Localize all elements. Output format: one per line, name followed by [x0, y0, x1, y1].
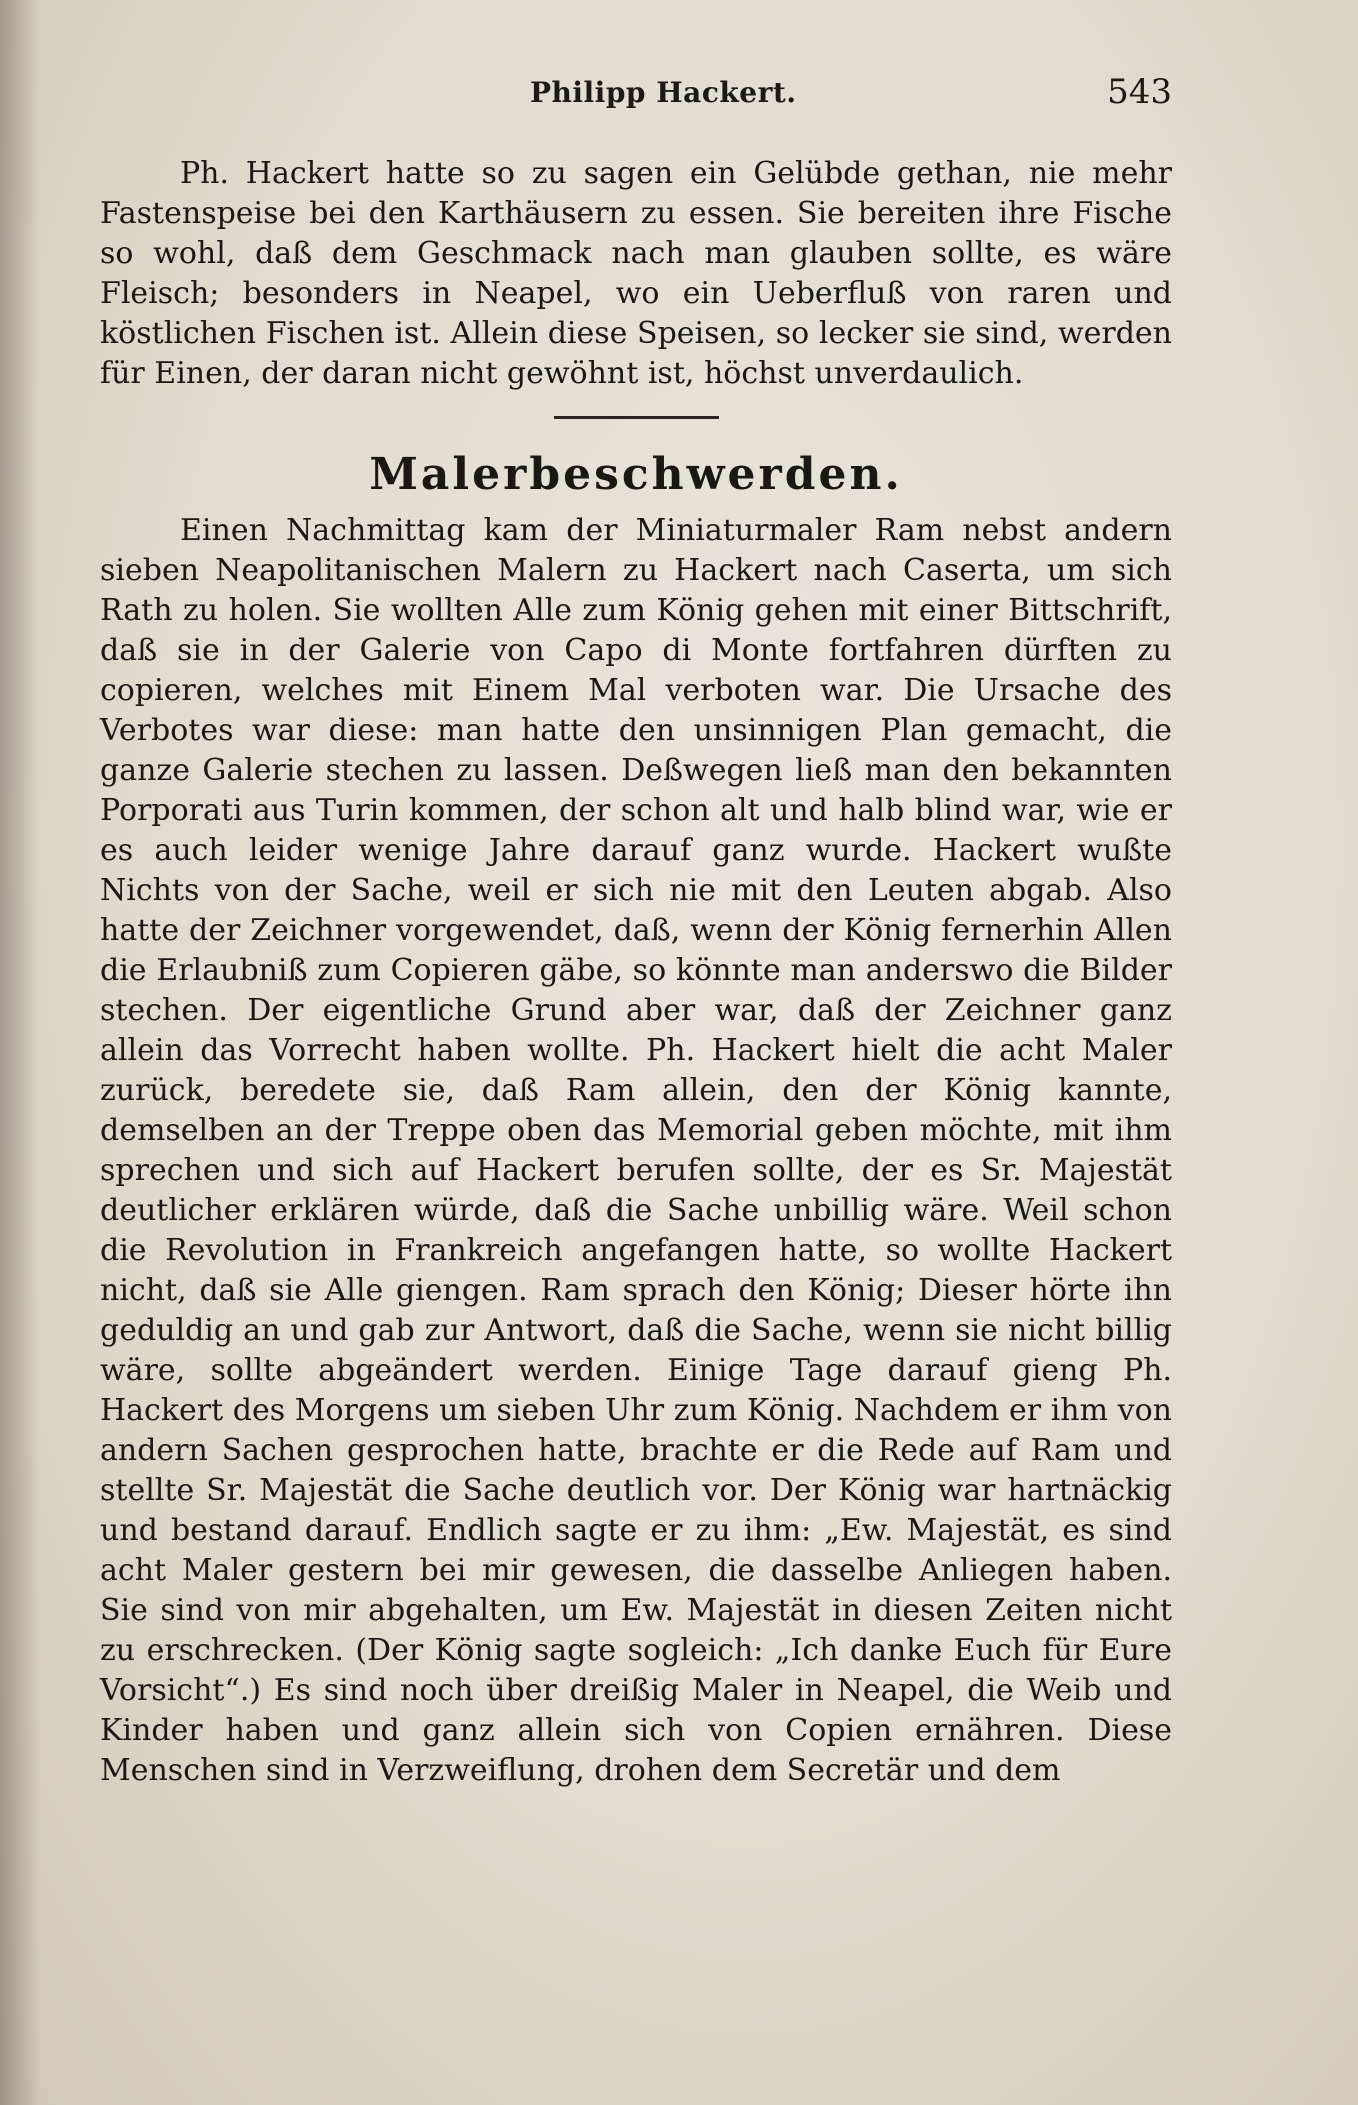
section-heading: Malerbeschwerden. [369, 449, 903, 500]
section-divider [554, 416, 719, 419]
paragraph-painters: Einen Nachmittag kam der Miniaturmaler Ram nebst andern sieben Neapolitanischen Malern zu Hackert nach Caserta, um sich Rath zu holen. Sie wollten Alle zum König gehen mit einer Bittschrift, daß sie in der Galerie von Capo di Monte fortfahren dürften zu copieren, welches mit Einem Mal verboten war. Die Ursache des Verbotes war diese: man hatte den unsinnigen Plan gemacht, die ganze Galerie stechen zu lassen. Deßwegen ließ man den bekannten Porporati aus Turin kommen, der schon alt und halb blind war, wie er es auch leider wenige Jahre darauf ganz wurde. Hackert wußte Nichts von der Sache, weil er sich nie mit den Leuten abgab. Also hatte der Zeichner vorgewendet, daß, wenn der König fernerhin Allen die Erlaubniß zum Copieren gäbe, so könnte man anderswo die Bilder stechen. Der eigentliche Grund aber war, daß der Zeichner ganz allein das Vorrecht haben wollte. Ph. Hackert hielt die acht Maler zurück, beredete sie, daß Ram allein, den der König kannte, demselben an der Treppe oben das Memorial geben möchte, mit ihm sprechen und sich auf Hackert berufen sollte, der es Sr. Majestät deutlicher erklären würde, daß die Sache unbillig wäre. Weil schon die Revolution in Frankreich angefangen hatte, so wollte Hackert nicht, daß sie Alle giengen. Ram sprach den König; Dieser hörte ihn geduldig an und gab zur Antwort, daß die Sache, wenn sie nicht billig wäre, sollte abgeändert werden. Einige Tage darauf gieng Ph. Hackert des Morgens um sieben Uhr zum König. Nachdem er ihm von andern Sachen gesprochen hatte, brachte er die Rede auf Ram und stellte Sr. Majestät die Sache deutlich vor. Der König war hartnäckig und bestand darauf. Endlich sagte er zu ihm: „Ew. Majestät, es sind acht Maler gestern bei mir gewesen, die dasselbe Anliegen haben. Sie sind von mir abgehalten, um Ew. Majestät in diesen Zeiten nicht zu erschrecken. (Der König sagte sogleich: „Ich danke Euch für Eure Vorsicht“.) Es sind noch über dreißig Maler in Neapel, die Weib und Kinder haben und ganz allein sich von Copien ernähren. Diese Menschen sind in Verzweiflung, drohen dem Secretär und dem [100, 513, 1172, 1788]
paragraph-fish: Ph. Hackert hatte so zu sagen ein Gelübde gethan, nie mehr Fastenspeise bei den Karthäusern zu essen. Sie bereiten ihre Fische so wohl, daß dem Geschmack nach man glauben sollte, es wäre Fleisch; besonders in Neapel, wo ein Ueberfluß von raren und köstlichen Fischen ist. Allein diese Speisen, so lecker sie sind, werden für Einen, der daran nicht gewöhnt ist, höchst unverdaulich. [100, 156, 1172, 391]
body-text [100, 154, 1172, 1791]
running-header [100, 70, 1172, 120]
page-gutter-shadow [0, 0, 40, 2105]
running-title: Philipp Hackert. [530, 76, 797, 109]
page-number: 543 [1107, 72, 1172, 112]
